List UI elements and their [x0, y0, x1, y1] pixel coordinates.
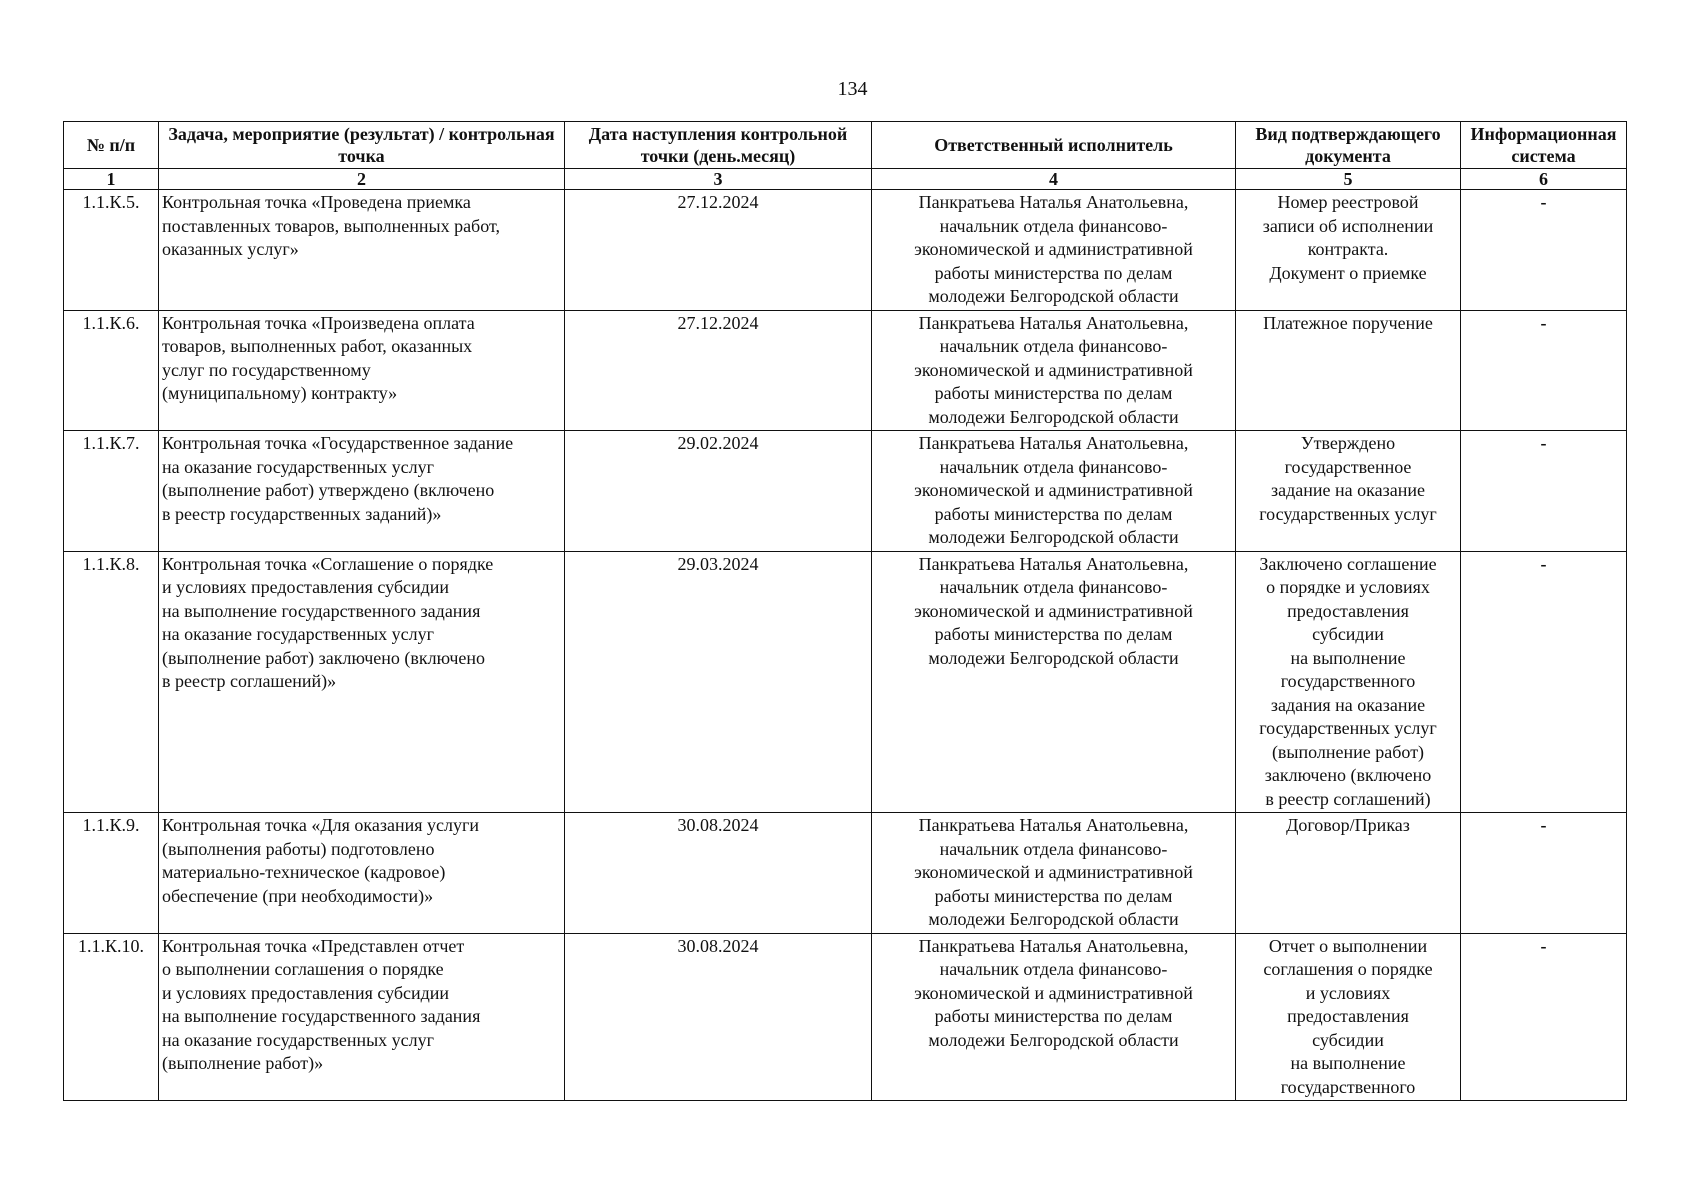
header-task: Задача, мероприятие (результат) / контрольная точка — [159, 122, 565, 169]
executor-text: Панкратьева Наталья Анатольевна, начальник отдела финансово- экономической и административной работы министерства по делам молодежи Белгородской области — [914, 815, 1193, 929]
date-cell: 29.02.2024 — [565, 431, 872, 552]
row-number: 1.1.К.8. — [64, 551, 159, 813]
executor-text: Панкратьева Наталья Анатольевна, начальник отдела финансово- экономической и административной работы министерства по делам молодежи Белгородской области — [914, 935, 1193, 1050]
date-cell: 29.03.2024 — [565, 551, 872, 813]
executor-text: Панкратьева Наталья Анатольевна, начальник отдела финансово- экономической и административной работы министерства по делам молодежи Белгородской области — [914, 433, 1193, 547]
header-date: Дата наступления контрольной точки (день.месяц) — [565, 122, 872, 169]
document-cell — [1236, 813, 1461, 934]
document-text: Утверждено государственное задание на оказание государственных услуг — [1259, 433, 1437, 524]
document-cell — [1236, 310, 1461, 431]
column-number: 3 — [565, 169, 872, 190]
table-row — [64, 431, 1627, 552]
document-cell — [1236, 551, 1461, 813]
table-row — [64, 190, 1627, 311]
column-numbers-row — [64, 169, 1627, 190]
executor-cell — [872, 190, 1236, 311]
executor-cell — [872, 813, 1236, 934]
system-cell: - — [1461, 933, 1627, 1101]
executor-cell — [872, 431, 1236, 552]
header-executor: Ответственный исполнитель — [872, 122, 1236, 169]
executor-text: Панкратьева Наталья Анатольевна, начальник отдела финансово- экономической и административной работы министерства по делам молодежи Белгородской области — [914, 192, 1193, 306]
task-text: Контрольная точка «Представлен отчет о выполнении соглашения о порядке и условиях предоставления субсидии на выполнение государственного задания на оказание государственных услуг (выполнение работ)» — [162, 935, 481, 1073]
row-number: 1.1.К.5. — [64, 190, 159, 311]
column-number: 6 — [1461, 169, 1627, 190]
column-number: 5 — [1236, 169, 1461, 190]
system-cell: - — [1461, 551, 1627, 813]
document-text: Номер реестровой записи об исполнении контракта. Документ о приемке — [1262, 192, 1434, 283]
system-cell: - — [1461, 190, 1627, 311]
task-text: Контрольная точка «Проведена приемка поставленных товаров, выполненных работ, оказанных услуг» — [162, 192, 500, 259]
task-text: Контрольная точка «Государственное задание на оказание государственных услуг (выполнение работ) утверждено (включено в реестр государственных заданий)» — [162, 433, 514, 524]
executor-cell — [872, 551, 1236, 813]
executor-cell — [872, 933, 1236, 1101]
system-cell: - — [1461, 813, 1627, 934]
document-cell — [1236, 190, 1461, 311]
column-number: 2 — [159, 169, 565, 190]
date-cell: 27.12.2024 — [565, 190, 872, 311]
table-row — [64, 813, 1627, 934]
document-cell — [1236, 933, 1461, 1101]
date-cell: 27.12.2024 — [565, 310, 872, 431]
task-cell — [159, 190, 565, 311]
column-number: 4 — [872, 169, 1236, 190]
header-document: Вид подтверждающего документа — [1236, 122, 1461, 169]
table-row — [64, 933, 1627, 1101]
header-system: Информационная система — [1461, 122, 1627, 169]
task-text: Контрольная точка «Произведена оплата товаров, выполненных работ, оказанных услуг по государственному (муниципальному) контракту» — [162, 312, 475, 403]
task-cell — [159, 431, 565, 552]
row-number: 1.1.К.6. — [64, 310, 159, 431]
page-number: 134 — [837, 78, 868, 100]
system-cell: - — [1461, 431, 1627, 552]
column-number: 1 — [64, 169, 159, 190]
task-text: Контрольная точка «Соглашение о порядке и условиях предоставления субсидии на выполнение государственного задания на оказание государственных услуг (выполнение работ) заключено (включено в реестр соглашений)» — [162, 553, 494, 691]
document-text: Платежное поручение — [1263, 312, 1433, 333]
document-text: Заключено соглашение о порядке и условиях предоставления субсидии на выполнение государственного задания на оказание государственных услуг (выполнение работ) заключено (включено в реестр соглашений) — [1259, 553, 1437, 809]
table-row — [64, 551, 1627, 813]
task-cell — [159, 310, 565, 431]
row-number: 1.1.К.7. — [64, 431, 159, 552]
control-points-table — [63, 121, 1627, 1101]
executor-cell — [872, 310, 1236, 431]
task-text: Контрольная точка «Для оказания услуги (выполнения работы) подготовлено материально-техническое (кадровое) обеспечение (при необходимости)» — [162, 815, 479, 906]
table-row — [64, 310, 1627, 431]
row-number: 1.1.К.10. — [64, 933, 159, 1101]
date-cell: 30.08.2024 — [565, 813, 872, 934]
task-cell — [159, 813, 565, 934]
header-num: № п/п — [64, 122, 159, 169]
header-row — [64, 122, 1627, 169]
task-cell — [159, 551, 565, 813]
executor-text: Панкратьева Наталья Анатольевна, начальник отдела финансово- экономической и административной работы министерства по делам молодежи Белгородской области — [914, 553, 1193, 668]
task-cell — [159, 933, 565, 1101]
system-cell: - — [1461, 310, 1627, 431]
date-cell: 30.08.2024 — [565, 933, 872, 1101]
document-text: Отчет о выполнении соглашения о порядке и условиях предоставления субсидии на выполнение государственного — [1263, 935, 1433, 1097]
document-cell — [1236, 431, 1461, 552]
document-text: Договор/Приказ — [1286, 815, 1410, 835]
executor-text: Панкратьева Наталья Анатольевна, начальник отдела финансово- экономической и административной работы министерства по делам молодежи Белгородской области — [914, 312, 1193, 427]
row-number: 1.1.К.9. — [64, 813, 159, 934]
